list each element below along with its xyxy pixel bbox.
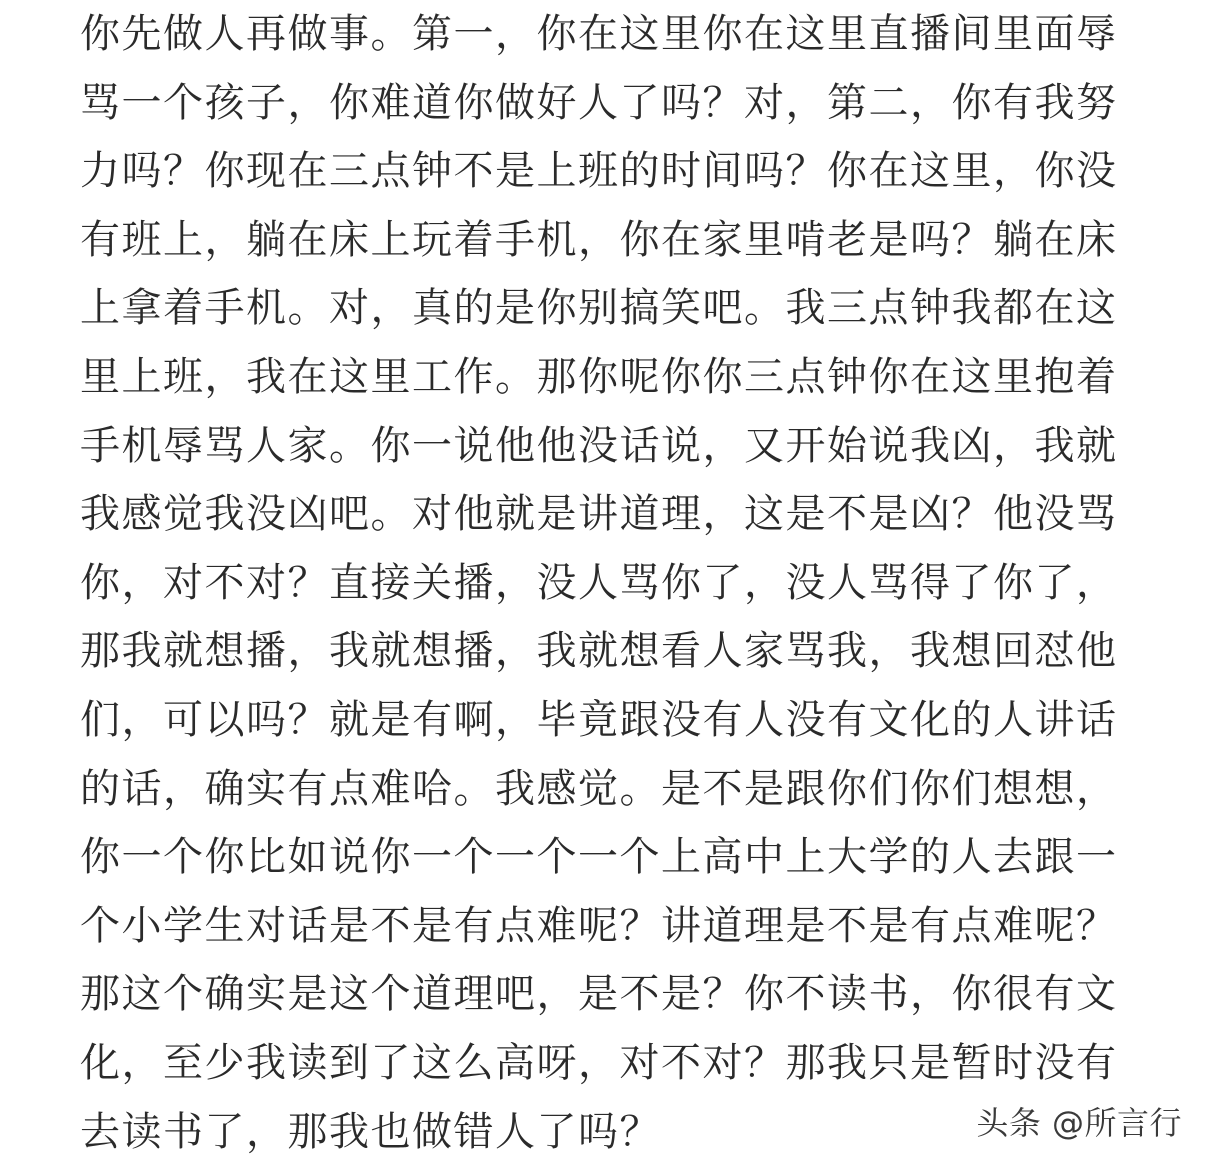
text-line: 里上班，我在这里工作。那你呢你你三点钟你在这里抱着 xyxy=(80,353,1118,400)
text-line: 化，至少我读到了这么高呀，对不对？那我只是暂时没有 xyxy=(80,1039,1118,1086)
text-line: 我感觉我没凶吧。对他就是讲道理，这是不是凶？他没骂 xyxy=(80,491,1118,538)
text-line: 去读书了，那我也做错人了吗？ xyxy=(80,1108,661,1155)
text-line: 你先做人再做事。第一，你在这里你在这里直播间里面辱 xyxy=(80,11,1118,57)
text-line: 手机辱骂人家。你一说他他没话说，又开始说我凶，我就 xyxy=(80,422,1118,469)
text-line: 有班上，躺在床上玩着手机，你在家里啃老是吗？躺在床 xyxy=(80,216,1118,263)
article-text xyxy=(80,0,1140,1166)
text-line: 骂一个孩子，你难道你做好人了吗？对，第二，你有我努 xyxy=(80,79,1118,126)
text-line: 你一个你比如说你一个一个一个上高中上大学的人去跟一 xyxy=(80,834,1118,881)
text-line: 那这个确实是这个道理吧，是不是？你不读书，你很有文 xyxy=(80,971,1118,1018)
text-line: 个小学生对话是不是有点难呢？讲道理是不是有点难呢？ xyxy=(80,902,1118,949)
text-line: 力吗？你现在三点钟不是上班的时间吗？你在这里，你没 xyxy=(80,148,1118,195)
text-line: 上拿着手机。对，真的是你别搞笑吧。我三点钟我都在这 xyxy=(80,285,1118,332)
watermark: 头条 @所言行 xyxy=(976,1104,1182,1142)
text-line: 那我就想播，我就想播，我就想看人家骂我，我想回怼他 xyxy=(80,628,1118,675)
text-line: 你，对不对？直接关播，没人骂你了，没人骂得了你了， xyxy=(80,559,1118,606)
text-line: 的话，确实有点难哈。我感觉。是不是跟你们你们想想， xyxy=(80,765,1118,812)
text-line: 们，可以吗？就是有啊，毕竟跟没有人没有文化的人讲话 xyxy=(80,696,1118,743)
